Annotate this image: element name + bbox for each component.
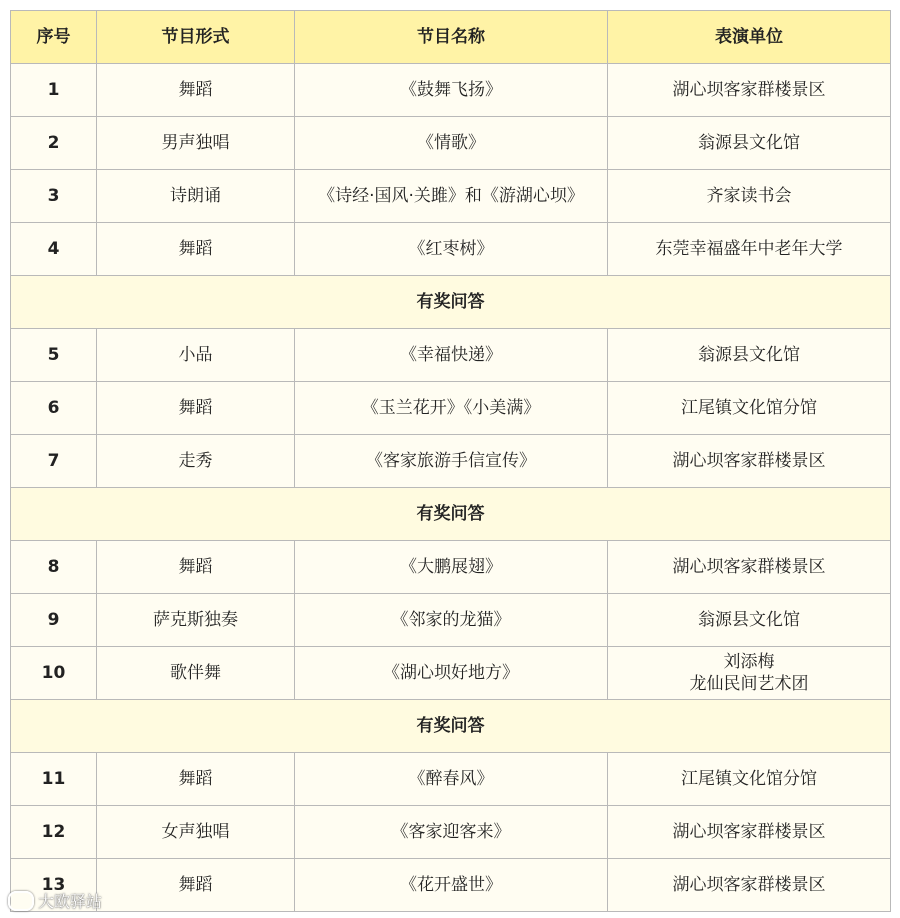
row-name: 《花开盛世》: [295, 859, 608, 912]
row-form: 女声独唱: [97, 806, 295, 859]
row-number: 7: [11, 435, 97, 488]
row-name: 《邻家的龙猫》: [295, 594, 608, 647]
program-table: [10, 10, 891, 912]
break-label: 有奖问答: [11, 488, 891, 541]
row-number: 2: [11, 117, 97, 170]
header-row: [11, 11, 891, 64]
row-name: 《幸福快递》: [295, 329, 608, 382]
table-row: [11, 223, 891, 276]
row-form: 诗朗诵: [97, 170, 295, 223]
row-performer: 湖心坝客家群楼景区: [608, 806, 891, 859]
header-performer: 表演单位: [608, 11, 891, 64]
row-performer: 湖心坝客家群楼景区: [608, 64, 891, 117]
break-row: [11, 488, 891, 541]
table-row: [11, 859, 891, 912]
row-number: 1: [11, 64, 97, 117]
row-performer-line-1: 刘添梅: [723, 652, 775, 672]
table-row: [11, 170, 891, 223]
table-row: [11, 806, 891, 859]
row-name: 《大鹏展翅》: [295, 541, 608, 594]
row-name: 《客家旅游手信宣传》: [295, 435, 608, 488]
row-form: 歌伴舞: [97, 647, 295, 700]
row-form: 舞蹈: [97, 859, 295, 912]
row-performer: 翁源县文化馆: [608, 117, 891, 170]
row-form: 舞蹈: [97, 223, 295, 276]
row-name: 《情歌》: [295, 117, 608, 170]
row-number: 10: [11, 647, 97, 700]
break-row: [11, 700, 891, 753]
row-performer: 翁源县文化馆: [608, 329, 891, 382]
row-number: 6: [11, 382, 97, 435]
row-number: 11: [11, 753, 97, 806]
row-form: 舞蹈: [97, 64, 295, 117]
table-row: [11, 594, 891, 647]
row-name: 《湖心坝好地方》: [295, 647, 608, 700]
row-performer: 齐家读书会: [608, 170, 891, 223]
row-performer: 翁源县文化馆: [608, 594, 891, 647]
row-performer-multiline: [608, 647, 891, 700]
row-number: 13: [11, 859, 97, 912]
table-row: [11, 753, 891, 806]
row-performer: 江尾镇文化馆分馆: [608, 753, 891, 806]
row-form: 舞蹈: [97, 753, 295, 806]
watermark-text: 大欧驿站: [38, 892, 103, 911]
row-name: 《客家迎客来》: [295, 806, 608, 859]
row-form: 萨克斯独奏: [97, 594, 295, 647]
break-label: 有奖问答: [11, 276, 891, 329]
row-performer: 湖心坝客家群楼景区: [608, 435, 891, 488]
header-form: 节目形式: [97, 11, 295, 64]
row-form: 舞蹈: [97, 382, 295, 435]
table-row: [11, 435, 891, 488]
row-number: 9: [11, 594, 97, 647]
row-form: 走秀: [97, 435, 295, 488]
row-name: 《玉兰花开》《小美满》: [295, 382, 608, 435]
row-name: 《鼓舞飞扬》: [295, 64, 608, 117]
row-name: 《红枣树》: [295, 223, 608, 276]
row-performer-line-2: 龙仙民间艺术团: [689, 674, 809, 694]
header-name: 节目名称: [295, 11, 608, 64]
row-name: 《诗经·国风·关雎》和《游湖心坝》: [295, 170, 608, 223]
break-label: 有奖问答: [11, 700, 891, 753]
watermark: [8, 889, 102, 912]
row-form: 男声独唱: [97, 117, 295, 170]
table-row: [11, 382, 891, 435]
row-performer: 湖心坝客家群楼景区: [608, 859, 891, 912]
row-performer: 江尾镇文化馆分馆: [608, 382, 891, 435]
row-performer: 东莞幸福盛年中老年大学: [608, 223, 891, 276]
break-row: [11, 276, 891, 329]
row-number: 4: [11, 223, 97, 276]
row-number: 8: [11, 541, 97, 594]
table-row: [11, 647, 891, 700]
row-performer: 湖心坝客家群楼景区: [608, 541, 891, 594]
table-row: [11, 541, 891, 594]
header-number: 序号: [11, 11, 97, 64]
row-form: 小品: [97, 329, 295, 382]
row-form: 舞蹈: [97, 541, 295, 594]
row-number: 5: [11, 329, 97, 382]
row-name: 《醉春风》: [295, 753, 608, 806]
row-number: 3: [11, 170, 97, 223]
table-row: [11, 64, 891, 117]
table-row: [11, 117, 891, 170]
chat-bubble-icon: [8, 891, 34, 911]
table-row: [11, 329, 891, 382]
row-number: 12: [11, 806, 97, 859]
